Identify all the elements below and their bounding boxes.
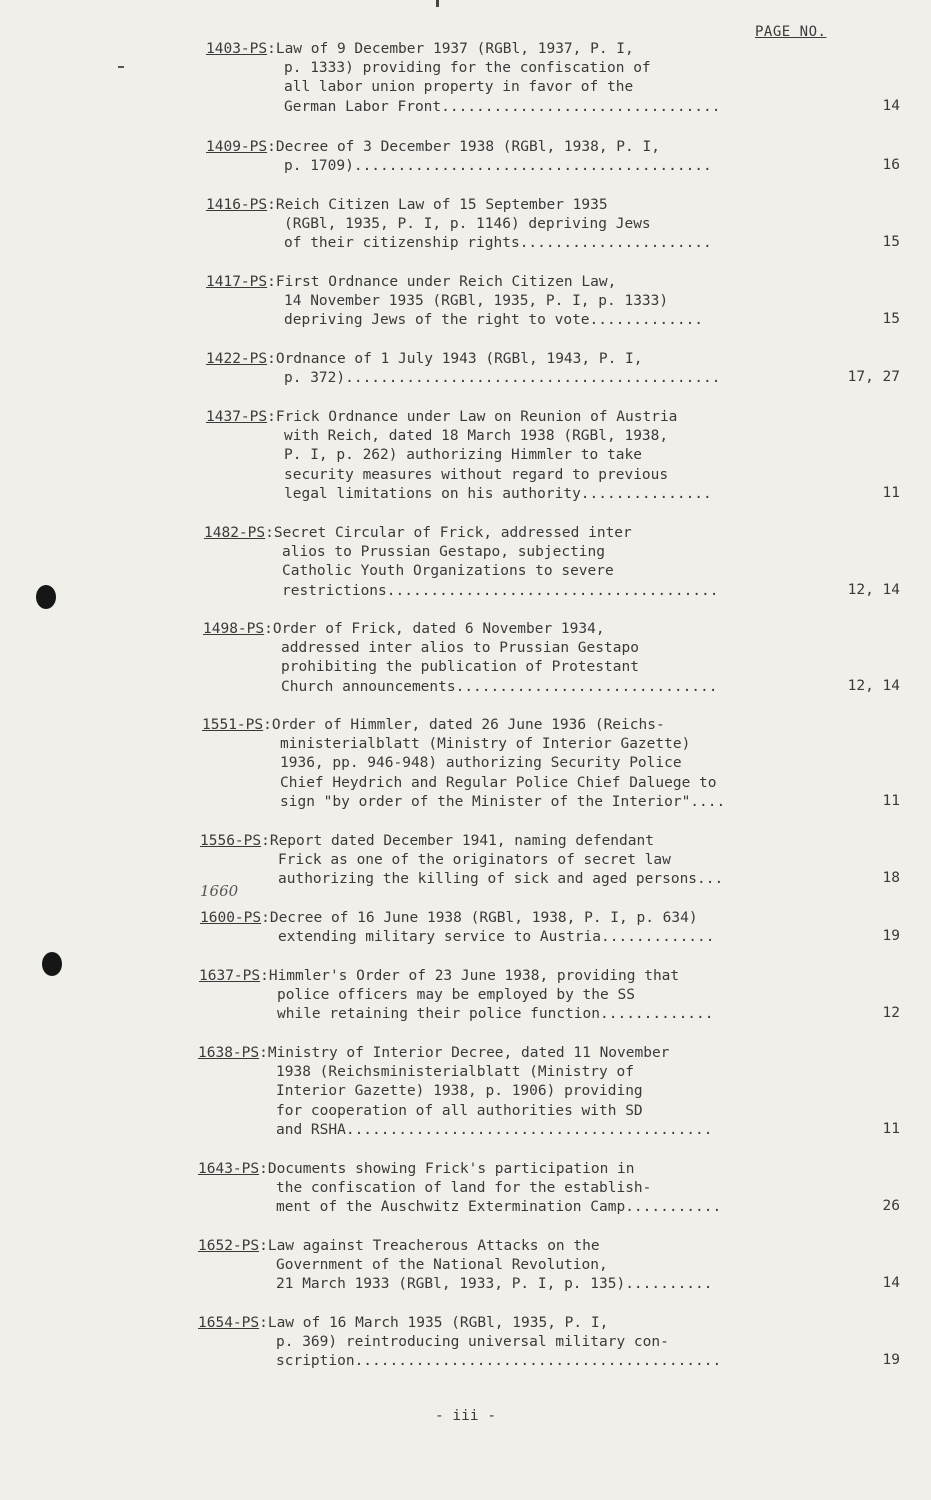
entry-line: 21 March 1933 (RGBl, 1933, P. I, p. 135).......... [276,1276,713,1293]
entry-line: Government of the National Revolution, [276,1257,608,1274]
entry-line: and RSHA.......................................... [276,1121,713,1138]
entry-line: the confiscation of land for the establish- [276,1180,652,1197]
entry-line: 1417-PS:First Ordnance under Reich Citizen Law, [206,274,617,290]
page-reference: 15 [882,311,900,328]
index-entry [200,909,840,947]
document-id: 1417-PS [206,274,268,290]
index-entry [199,967,839,1025]
page-no-column-header: PAGE NO. [755,24,827,40]
page-reference: 18 [882,870,900,887]
document-id: 1652-PS [198,1238,260,1254]
entry-line: Catholic Youth Organizations to severe [282,563,614,580]
index-entry [198,1044,838,1140]
index-entry [206,408,846,504]
entry-line: authorizing the killing of sick and aged persons... [278,871,724,888]
entry-line: addressed inter alios to Prussian Gestapo [281,640,639,657]
page-reference: 14 [882,1275,900,1292]
index-entry [200,832,840,890]
page-reference: 26 [882,1198,900,1215]
page-reference: 19 [882,928,900,945]
entry-line: 1556-PS:Report dated December 1941, naming defendant [200,833,654,849]
entry-line: alios to Prussian Gestapo, subjecting [282,544,606,561]
index-entry [206,40,846,117]
page-footer-number: - iii - [434,1408,497,1424]
entry-line: 1551-PS:Order of Himmler, dated 26 June 1936 (Reichs- [202,717,665,733]
page-reference: 11 [882,484,900,501]
index-entry [206,273,846,331]
entry-line: 1643-PS:Documents showing Frick's participation in [198,1161,635,1177]
entry-line: (RGBl, 1935, P. I, p. 1146) depriving Jews [284,216,651,233]
punch-hole-upper [36,585,56,609]
index-entry [206,350,846,388]
entry-line: sign "by order of the Minister of the Interior".... [280,793,726,810]
entry-line: 1437-PS:Frick Ordnance under Law on Reunion of Austria [206,409,678,425]
entry-line: extending military service to Austria............. [278,929,715,946]
entry-line: Interior Gazette) 1938, p. 1906) providing [276,1083,643,1100]
page-reference: 16 [882,157,900,174]
entry-line: legal limitations on his authority............... [284,485,712,502]
document-id: 1403-PS [206,41,268,57]
page-reference: 12, 14 [847,677,900,694]
entry-line: security measures without regard to previous [284,466,669,483]
document-id: 1600-PS [200,910,262,926]
page-reference: 14 [882,97,900,114]
entry-line: Frick as one of the originators of secret law [278,852,671,869]
index-entry [206,138,846,176]
document-id: 1643-PS [198,1161,260,1177]
page-reference: 12, 14 [847,581,900,598]
entry-line: 1600-PS:Decree of 16 June 1938 (RGBl, 1938, P. I, p. 634) [200,910,698,926]
entry-line: 1638-PS:Ministry of Interior Decree, dated 11 November [198,1045,670,1061]
document-id: 1498-PS [203,621,265,637]
entry-line: 1416-PS:Reich Citizen Law of 15 September 1935 [206,197,608,213]
entry-line: depriving Jews of the right to vote............. [284,312,704,329]
page-reference: 12 [882,1005,900,1022]
index-entry [198,1314,838,1372]
entry-line: ment of the Auschwitz Extermination Camp........... [276,1199,722,1216]
entry-line: p. 372)........................................... [284,370,721,387]
entry-line: P. I, p. 262) authorizing Himmler to take [284,447,642,464]
document-id: 1654-PS [198,1315,260,1331]
document-id: 1551-PS [202,717,264,733]
index-entry [206,196,846,254]
document-id: 1437-PS [206,409,268,425]
entry-line: scription.......................................... [276,1353,722,1370]
entry-line: 1936, pp. 946-948) authorizing Security Police [280,755,682,772]
page-reference: 15 [882,234,900,251]
document-id: 1409-PS [206,139,268,155]
entry-line: p. 1333) providing for the confiscation of [284,60,651,77]
entry-line: ministerialblatt (Ministry of Interior Gazette) [280,736,691,753]
index-entry [198,1237,838,1295]
top-edge-mark [436,0,439,7]
stray-mark [118,66,124,68]
page-reference: 19 [882,1352,900,1369]
entry-line: police officers may be employed by the SS [277,987,635,1004]
entry-line: 1498-PS:Order of Frick, dated 6 November 1934, [203,621,605,637]
index-entry [204,524,844,601]
entry-line: Church announcements.............................. [281,678,718,695]
entry-line: Chief Heydrich and Regular Police Chief Daluege to [280,774,717,791]
entry-line: prohibiting the publication of Protestant [281,659,639,676]
handwritten-annotation: 1660 [200,882,239,900]
entry-line: for cooperation of all authorities with SD [276,1102,643,1119]
document-id: 1556-PS [200,833,262,849]
entry-line: p. 1709)......................................... [284,158,712,175]
entry-line: German Labor Front................................ [284,98,721,115]
entry-line: 1637-PS:Himmler's Order of 23 June 1938, providing that [199,968,680,984]
entry-line: all labor union property in favor of the [284,79,634,96]
entry-line: 1422-PS:Ordnance of 1 July 1943 (RGBl, 1943, P. I, [206,351,643,367]
entry-line: 1938 (Reichsministerialblatt (Ministry of [276,1064,634,1081]
entry-line: 1409-PS:Decree of 3 December 1938 (RGBl, 1938, P. I, [206,139,660,155]
document-id: 1482-PS [204,525,266,541]
entry-line: of their citizenship rights...................... [284,235,712,252]
entry-line: with Reich, dated 18 March 1938 (RGBl, 1938, [284,428,669,445]
page-reference: 17, 27 [847,369,900,386]
index-entry [203,620,843,697]
entry-line: 1403-PS:Law of 9 December 1937 (RGBl, 1937, P. I, [206,41,634,57]
document-id: 1422-PS [206,351,268,367]
entry-line: restrictions...................................... [282,582,719,599]
entry-line: 1654-PS:Law of 16 March 1935 (RGBl, 1935, P. I, [198,1315,609,1331]
punch-hole-lower [42,952,62,976]
page-reference: 11 [882,792,900,809]
entry-line: 14 November 1935 (RGBl, 1935, P. I, p. 1333) [284,293,669,310]
entry-line: 1482-PS:Secret Circular of Frick, addressed inter [204,525,632,541]
entry-line: 1652-PS:Law against Treacherous Attacks on the [198,1238,600,1254]
document-id: 1416-PS [206,197,268,213]
entry-line: p. 369) reintroducing universal military con- [276,1334,669,1351]
page-reference: 11 [882,1120,900,1137]
index-entry [198,1160,838,1218]
entry-line: while retaining their police function............. [277,1006,714,1023]
document-id: 1637-PS [199,968,261,984]
index-entry [202,716,842,812]
document-id: 1638-PS [198,1045,260,1061]
